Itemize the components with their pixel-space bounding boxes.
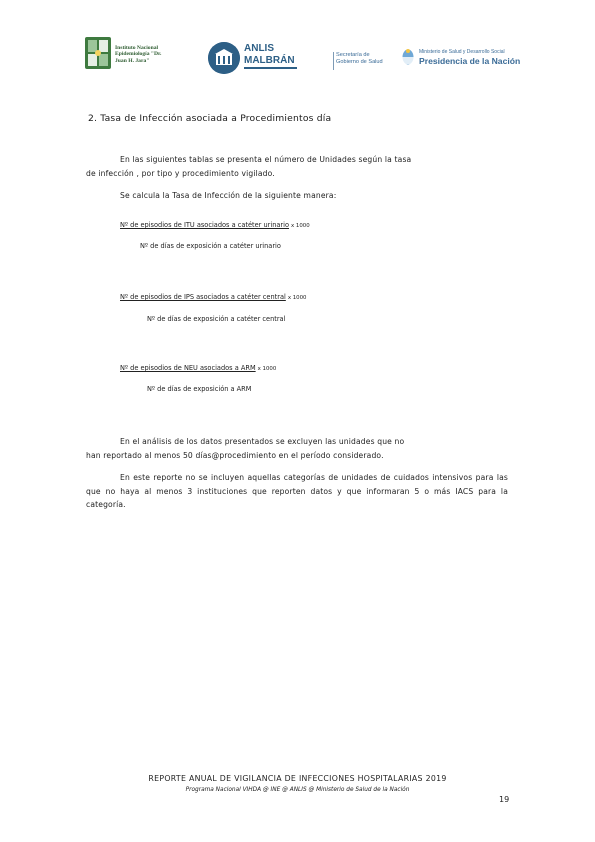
- formula-neu-numerator-text: Nº de episodios de NEU asociados a ARM: [120, 364, 256, 372]
- footer-subtitle: Programa Nacional VIHDA @ INE @ ANLIS @ Ministerio de Salud de la Nación: [185, 787, 410, 793]
- ine-logo-text: Instituto Nacional Epidemiología "Dr. Juan H. Jara": [115, 45, 162, 64]
- paragraph-1-line-2: de infección , por tipo y procedimiento vigilado.: [86, 169, 275, 178]
- formula-neu-multiplier: x 1000: [257, 366, 277, 372]
- formula-ips-numerator-text: Nº de episodios de IPS asociados a catéter central: [120, 293, 286, 301]
- national-shield-icon: [402, 48, 414, 65]
- section-heading: 2. Tasa de Infección asociada a Procedimientos día: [88, 113, 332, 124]
- paragraph-4-text: En este reporte no se incluyen aquellas categorías de unidades de cuidados intensivos para las que no haya al menos 3 instituciones que reporten datos y que informaran 5 o más IACS para la categoría.: [86, 473, 508, 510]
- formula-ips-denominator: Nº de días de exposición a catéter central: [147, 315, 286, 323]
- formula-itu-denominator: Nº de días de exposición a catéter urinario: [140, 242, 281, 250]
- msal-small-text: Ministerio de Salud y Desarrollo Social: [419, 49, 505, 55]
- paragraph-3-line-1: En el análisis de los datos presentados se excluyen las unidades que no: [120, 437, 405, 446]
- formula-ips-multiplier: x 1000: [287, 295, 307, 301]
- formula-itu-multiplier: x 1000: [291, 223, 310, 229]
- formula-neu-numerator: [120, 364, 276, 372]
- sgs-logo-text: Secretaría de Gobierno de Salud: [336, 52, 383, 65]
- paragraph-2: Se calcula la Tasa de Infección de la siguiente manera:: [120, 191, 337, 200]
- anlis-emblem-icon: [208, 42, 240, 74]
- formula-itu-numerator-text: Nº de episodios de ITU asociados a catéter urinario: [120, 221, 290, 229]
- ine-emblem-icon: [84, 36, 112, 70]
- anlis-underline: [244, 67, 297, 69]
- page-number: 19: [499, 795, 510, 804]
- formula-itu-numerator: [120, 221, 310, 229]
- anlis-logo-text: ANLIS MALBRÁN: [244, 43, 295, 66]
- formula-ips-numerator: [120, 293, 306, 301]
- msal-logo: [402, 48, 521, 68]
- sgs-logo: [333, 52, 392, 70]
- ine-logo: [84, 36, 164, 72]
- msal-big-text: Presidencia de la Nación: [419, 56, 521, 66]
- paragraph-3-line-2: han reportado al menos 50 días@procedimiento en el período considerado.: [86, 451, 384, 460]
- footer-title: REPORTE ANUAL DE VIGILANCIA DE INFECCIONES HOSPITALARIAS 2019: [148, 774, 447, 783]
- anlis-logo: [208, 40, 300, 78]
- formula-neu-denominator: Nº de días de exposición a ARM: [147, 385, 252, 393]
- paragraph-4: [86, 471, 508, 512]
- paragraph-1-line-1: En las siguientes tablas se presenta el número de Unidades según la tasa: [120, 155, 412, 164]
